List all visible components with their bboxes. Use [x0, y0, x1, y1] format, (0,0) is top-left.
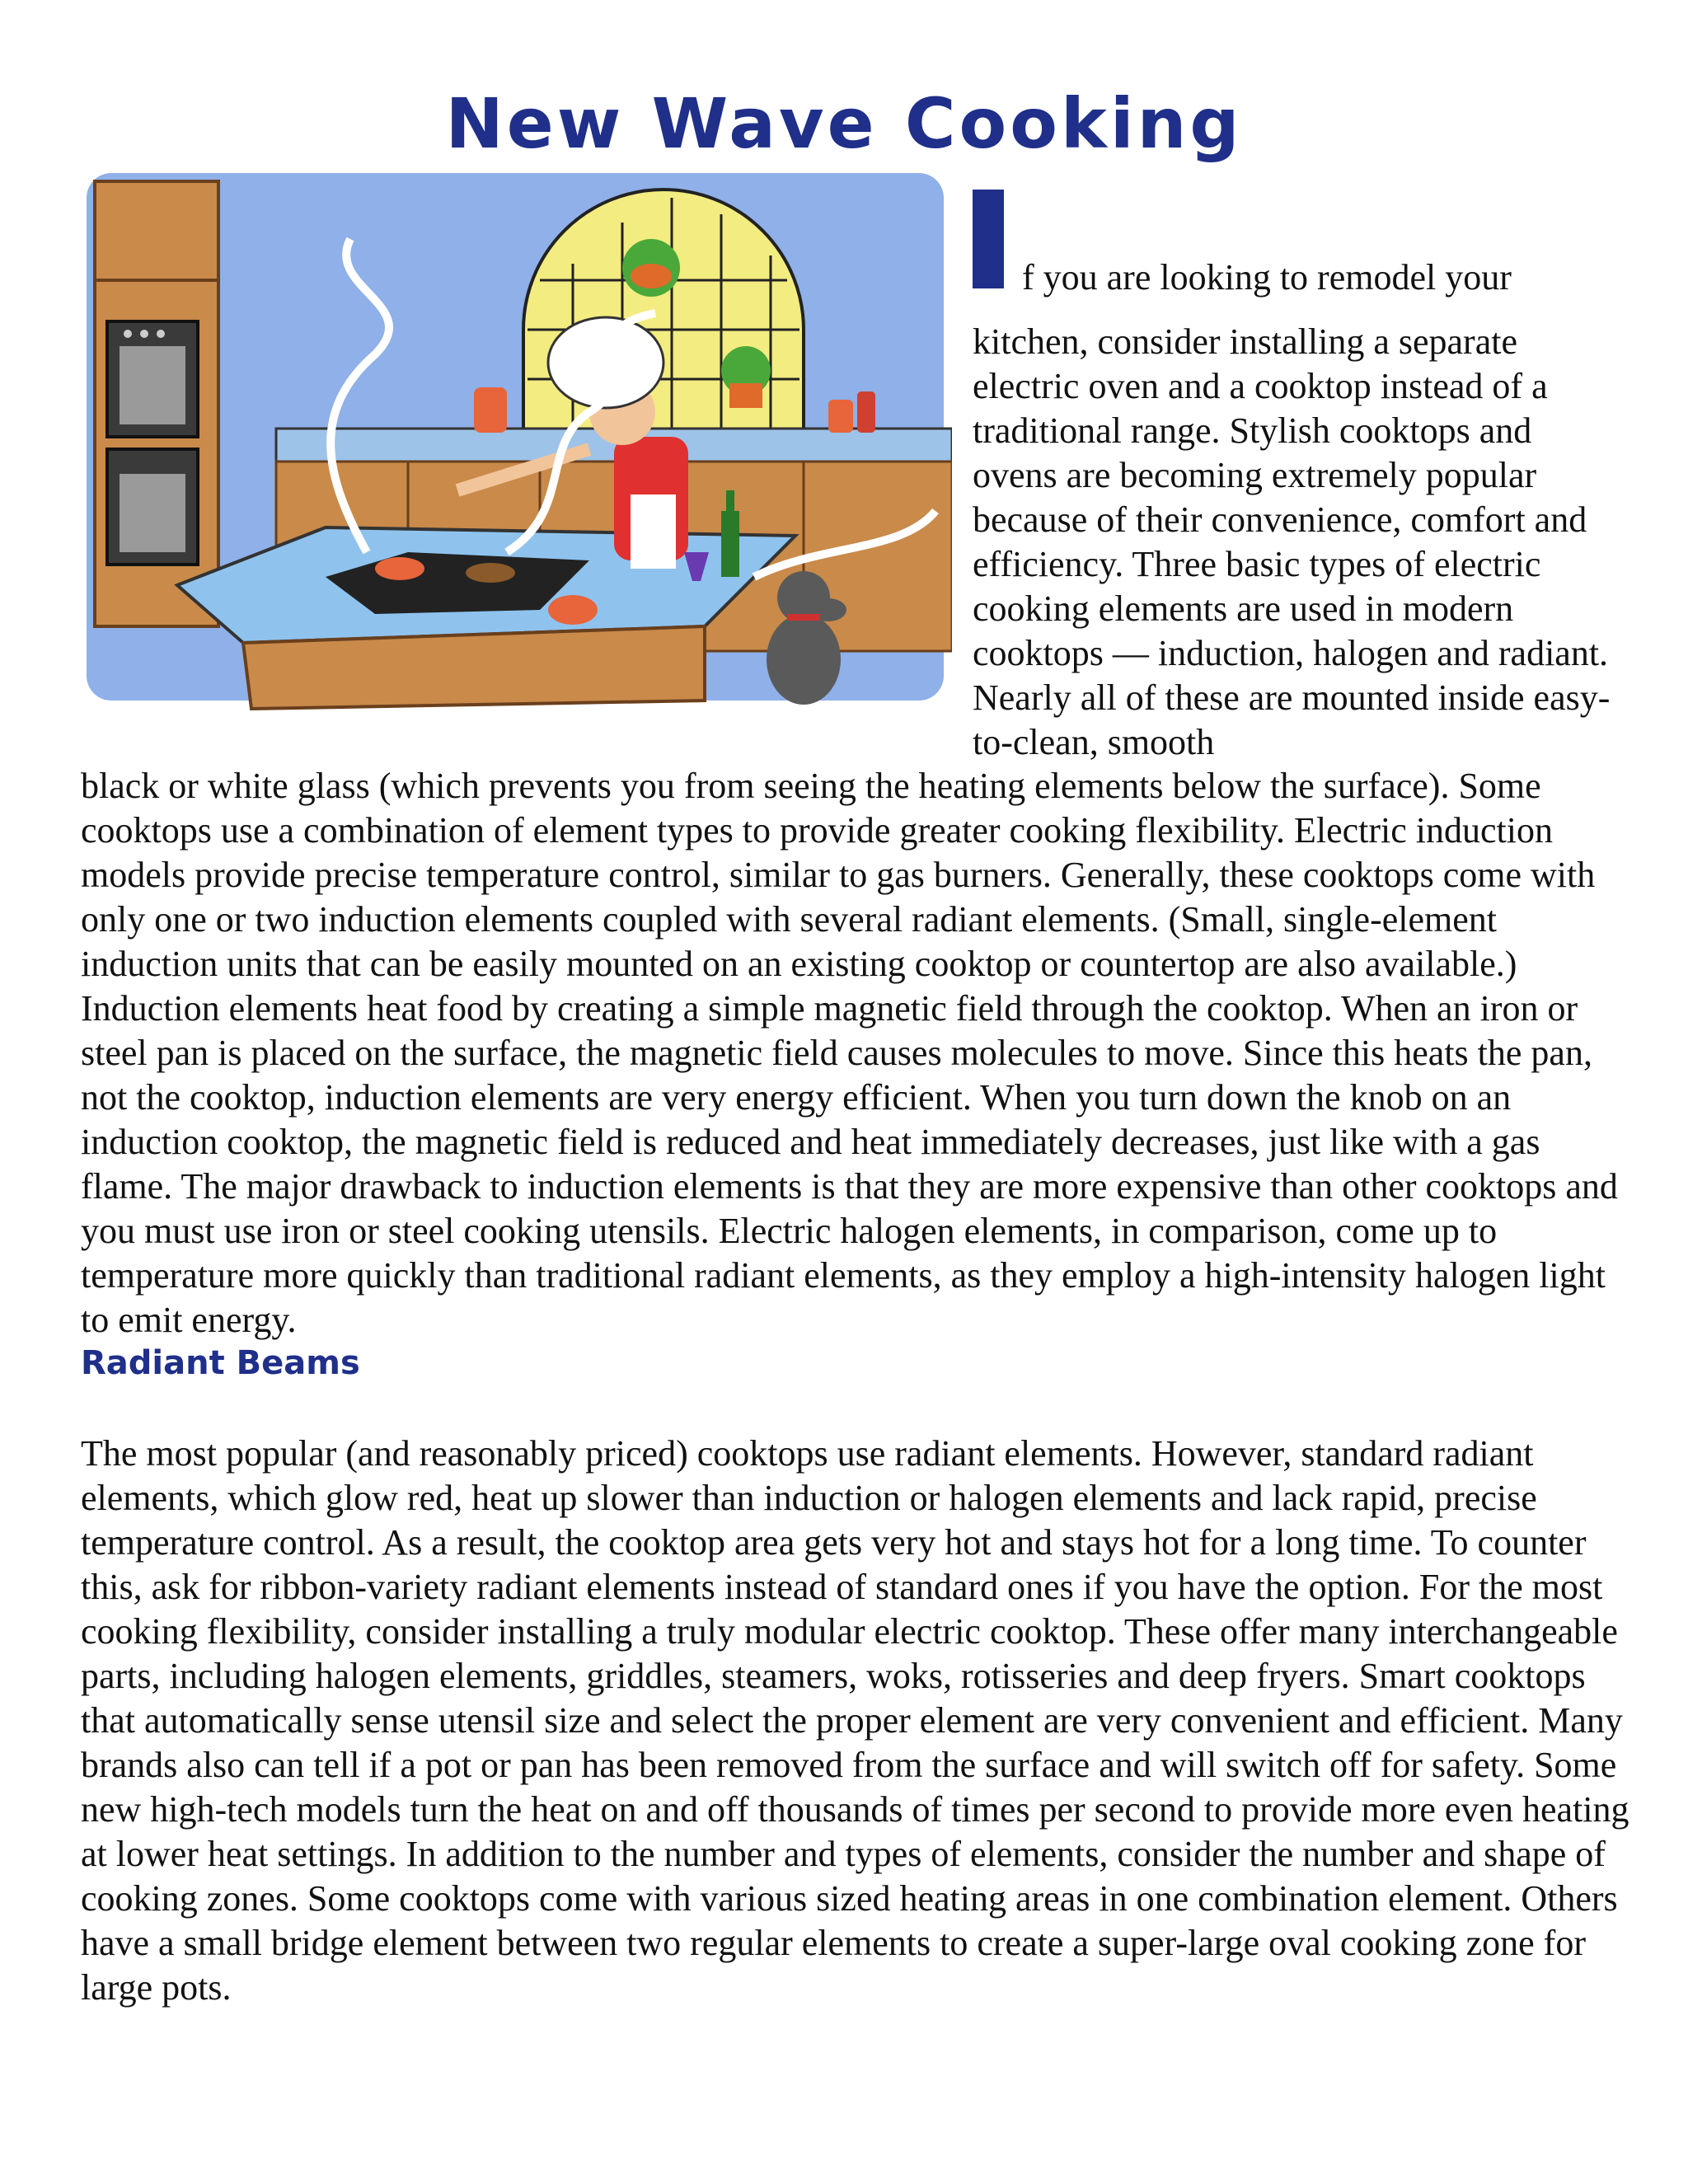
body-paragraph-radiant: The most popular (and reasonably priced) cooktops use radiant elements. However, standard radiant elements, which glow red, heat up slower than induction or halogen elements and lack rapid, precise temperature control. As a result, the cooktop area gets very hot and stays hot for a long time. To counter this, ask for ribbon-variety radiant elements instead of standard ones if you have the option. For the most cooking flexibility, consider installing a truly modular electric cooktop. These offer many interchangeable parts, including halogen elements, griddles, steamers, woks, rotisseries and deep fryers. Smart cooktops that automatically sense utensil size and select the proper element are very convenient and efficient. Many brands also can tell if a pot or pan has been removed from the surface and will switch off for safety. Some new high-tech models turn the heat on and off thousands of times per second to provide more even heating at lower heat settings. In addition to the number and types of elements, consider the number and shape of cooking zones. Some cooktops come with various sized heating areas in one combination element. Others have a small bridge element between two regular elements to create a super-large oval cooking zone for large pots. — [81, 1433, 1629, 2008]
intro-first-line: f you are looking to remodel your — [1022, 257, 1512, 298]
intro-wrapped-text: kitchen, consider installing a separate electric oven and a cooktop instead of a traditional range. Stylish cooktops and ovens are becoming extremely popular because of their convenience, comfort and efficiency. Three basic types of electric cooking elements are used in modern cooktops — induction, halogen and radiant. Nearly all of these are mounted inside easy-to-clean, smooth — [973, 321, 1611, 762]
body-paragraph-induction: black or white glass (which prevents you from seeing the heating elements below the surface). Some cooktops use a combination of element types to provide greater cooking flexibility. Electric induction models provide precise temperature control, similar to gas burners. Generally, these cooktops come with only one or two induction elements coupled with several radiant elements. (Small, single-element induction units that can be easily mounted on an existing cooktop or countertop are also available.) Induction elements heat food by creating a simple magnetic field through the cooktop. When an iron or steel pan is placed on the surface, the magnetic field causes molecules to move. Since this heats the pan, not the cooktop, induction elements are very energy efficient. When you turn down the knob on an induction cooktop, the magnetic field is reduced and heat immediately decreases, just like with a gas flame. The major drawback to induction elements is that they are more expensive than other cooktops and you must use iron or steel cooking utensils. Electric halogen elements, in comparison, come up to temperature more quickly than traditional radiant elements, as they employ a high-intensity halogen light to emit energy. — [81, 766, 1618, 1340]
kitchen-illustration — [78, 165, 952, 733]
section-heading: Radiant Beams — [81, 1344, 360, 1382]
drop-cap — [973, 190, 1004, 288]
page-title: New Wave Cooking — [445, 83, 1243, 164]
